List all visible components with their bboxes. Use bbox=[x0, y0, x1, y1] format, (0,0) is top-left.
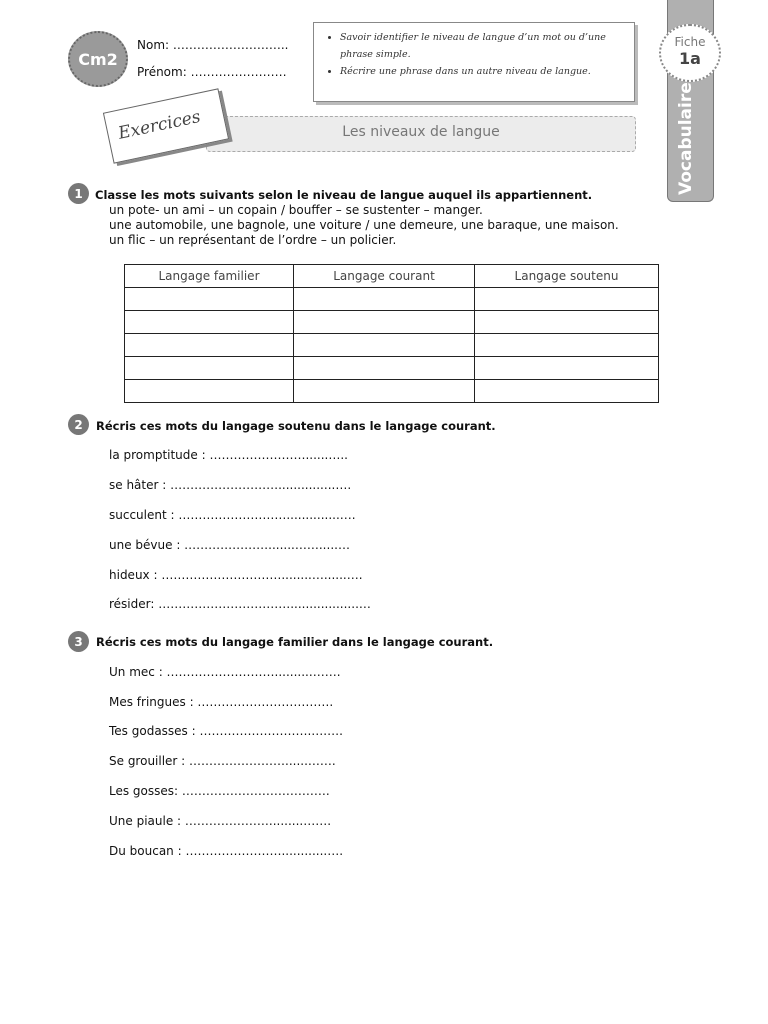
fill-line[interactable]: succulent : ………………………..............…. bbox=[109, 508, 356, 522]
objectives-note bbox=[313, 22, 635, 102]
table-cell[interactable] bbox=[294, 380, 475, 403]
exercise-number: 3 bbox=[68, 631, 89, 652]
table-row bbox=[125, 357, 659, 380]
fiche-badge bbox=[659, 24, 721, 82]
fill-line[interactable]: hideux : …………………………........…......…. bbox=[109, 568, 363, 582]
level-badge: Cm2 bbox=[68, 31, 128, 87]
column-header: Langage soutenu bbox=[475, 265, 659, 288]
table-cell[interactable] bbox=[294, 288, 475, 311]
fiche-label: Fiche bbox=[674, 35, 706, 49]
table-cell[interactable] bbox=[475, 380, 659, 403]
fill-line[interactable]: Un mec : ………………………..........……. bbox=[109, 665, 341, 679]
objective-item: • Savoir identifier le niveau de langue d’un mot ou d’une phrase simple. bbox=[340, 29, 626, 63]
exercise-instruction: Classe les mots suivants selon le niveau de langue auquel ils appartiennent. bbox=[95, 188, 593, 202]
fill-line[interactable]: Tes godasses : ……………………….….…. bbox=[109, 724, 343, 738]
fill-line[interactable]: Une piaule : ………………….........……. bbox=[109, 814, 332, 828]
table-cell[interactable] bbox=[125, 380, 294, 403]
table-cell[interactable] bbox=[294, 357, 475, 380]
exercise-instruction: Récris ces mots du langage soutenu dans le langage courant. bbox=[96, 419, 496, 433]
table-cell[interactable] bbox=[475, 288, 659, 311]
fill-line[interactable]: la promptitude : ……………………......….. bbox=[109, 448, 348, 462]
column-header: Langage courant bbox=[294, 265, 475, 288]
fill-line[interactable]: Se grouiller : ……………………......……. bbox=[109, 754, 336, 768]
table-cell[interactable] bbox=[475, 334, 659, 357]
exercices-card bbox=[103, 88, 229, 163]
column-header: Langage familier bbox=[125, 265, 294, 288]
nom-line: Nom: ……………………….. bbox=[137, 38, 289, 52]
fill-line[interactable]: Mes fringues : ……………………………. bbox=[109, 695, 334, 709]
table-cell[interactable] bbox=[125, 311, 294, 334]
fill-line[interactable]: Les gosses: ………………………………. bbox=[109, 784, 330, 798]
fill-line[interactable]: une bévue : ………………….......…….....… bbox=[109, 538, 350, 552]
title-band bbox=[206, 116, 636, 152]
word-line: une automobile, une bagnole, une voiture / une demeure, une baraque, une maison. bbox=[109, 218, 619, 232]
word-line: un pote- un ami – un copain / bouffer – se sustenter – manger. bbox=[109, 203, 483, 217]
table-cell[interactable] bbox=[294, 311, 475, 334]
fill-line[interactable]: se hâter : ………………………...............…. bbox=[109, 478, 352, 492]
table-cell[interactable] bbox=[294, 334, 475, 357]
table-cell[interactable] bbox=[125, 334, 294, 357]
exercise-instruction: Récris ces mots du langage familier dans le langage courant. bbox=[96, 635, 494, 649]
page-title: Les niveaux de langue bbox=[342, 124, 500, 140]
subject-label: Vocabulaire bbox=[676, 82, 696, 195]
fiche-number: 1a bbox=[679, 49, 701, 68]
table-row bbox=[125, 311, 659, 334]
word-line: un flic – un représentant de l’ordre – un policier. bbox=[109, 233, 397, 247]
exercise-number: 1 bbox=[68, 183, 89, 204]
table-row bbox=[125, 380, 659, 403]
exercise-number: 2 bbox=[68, 414, 89, 435]
fill-line[interactable]: Du boucan : ……………………............…. bbox=[109, 844, 344, 858]
table-cell[interactable] bbox=[475, 311, 659, 334]
table-row bbox=[125, 334, 659, 357]
prenom-line: Prénom: …………………… bbox=[137, 65, 287, 79]
table-cell[interactable] bbox=[125, 357, 294, 380]
exercices-label: Exercices bbox=[116, 106, 203, 144]
classification-table bbox=[124, 264, 659, 403]
table-row bbox=[125, 288, 659, 311]
table-cell[interactable] bbox=[475, 357, 659, 380]
objective-item: • Récrire une phrase dans un autre niveau de langue. bbox=[340, 63, 626, 80]
table-cell[interactable] bbox=[125, 288, 294, 311]
fill-line[interactable]: résider: ……………………………..................… bbox=[109, 597, 371, 611]
